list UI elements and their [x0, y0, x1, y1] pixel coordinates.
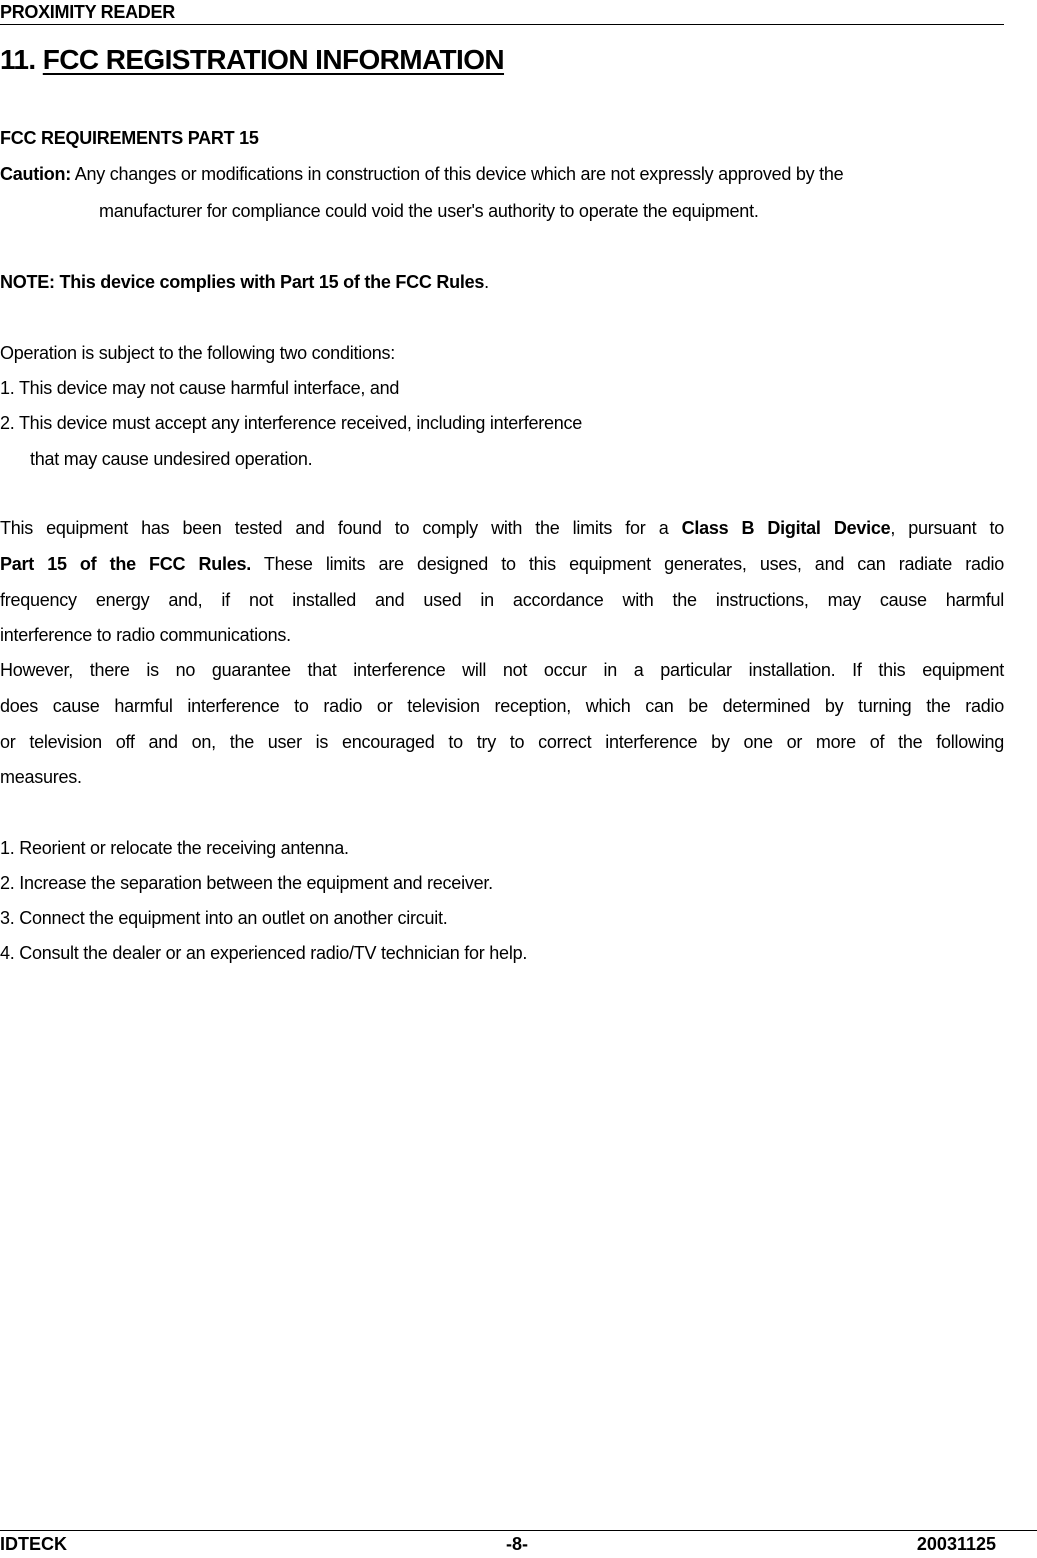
section-number: 11. [0, 44, 36, 75]
running-header [0, 0, 1004, 25]
p1-l1-c: , pursuant to [890, 518, 1004, 538]
measure-item: 1. Reorient or relocate the receiving antenna. [0, 838, 349, 858]
condition-item-2-line-2: that may cause undesired operation. [30, 449, 313, 469]
paragraph-1-line-1 [0, 510, 1004, 546]
paragraph-1-line-3: frequency energy and, if not installed and used in accordance with the instructions, may cause harmful [0, 590, 1004, 610]
caution-label: Caution: [0, 164, 71, 184]
paragraph-1-line-2 [0, 546, 1004, 582]
paragraph-2-line-2: does cause harmful interference to radio or television reception, which can be determined by turning the radio [0, 696, 1004, 716]
section-title [0, 42, 504, 78]
p1-l1-a: This equipment has been tested and found to comply with the limits for a [0, 518, 682, 538]
conditions-intro: Operation is subject to the following two conditions: [0, 343, 395, 363]
p1-part-15: Part 15 of the FCC Rules. [0, 554, 251, 574]
running-footer [0, 1530, 1037, 1558]
p1-l2-b: These limits are designed to this equipment generates, uses, and can radiate radio [250, 554, 1004, 574]
note-line [0, 264, 489, 300]
paragraph-1-line-4: interference to radio communications. [0, 625, 291, 645]
requirements-heading: FCC REQUIREMENTS PART 15 [0, 128, 259, 148]
footer-date: 20031125 [916, 1534, 996, 1554]
footer-page-number: -8- [506, 1534, 528, 1554]
paragraph-2-line-3: or television off and on, the user is encouraged to try to correct interference by one or more of the following [0, 732, 1004, 752]
paragraph-2-line-1: However, there is no guarantee that interference will not occur in a particular installation. If this equipment [0, 660, 1004, 680]
condition-item-1: 1. This device may not cause harmful interface, and [0, 378, 400, 398]
header-title: PROXIMITY READER [0, 2, 175, 22]
condition-item-2-line-1: 2. This device must accept any interference received, including interference [0, 413, 582, 433]
measure-item: 2. Increase the separation between the equipment and receiver. [0, 873, 493, 893]
caution-text-1: Any changes or modifications in construction of this device which are not expressly approved by the [70, 164, 844, 184]
p1-class-b: Class B Digital Device [681, 518, 891, 538]
caution-line-2: manufacturer for compliance could void the user's authority to operate the equipment. [99, 201, 759, 221]
note-bold: NOTE: This device complies with Part 15 of the FCC Rules [0, 272, 485, 292]
measure-item: 3. Connect the equipment into an outlet on another circuit. [0, 908, 448, 928]
footer-company: IDTECK [0, 1534, 67, 1554]
paragraph-2-line-4: measures. [0, 767, 82, 787]
section-title-text: FCC REGISTRATION INFORMATION [42, 44, 505, 75]
caution-line-1 [0, 156, 843, 192]
note-tail: . [484, 272, 489, 292]
measure-item: 4. Consult the dealer or an experienced radio/TV technician for help. [0, 943, 528, 963]
